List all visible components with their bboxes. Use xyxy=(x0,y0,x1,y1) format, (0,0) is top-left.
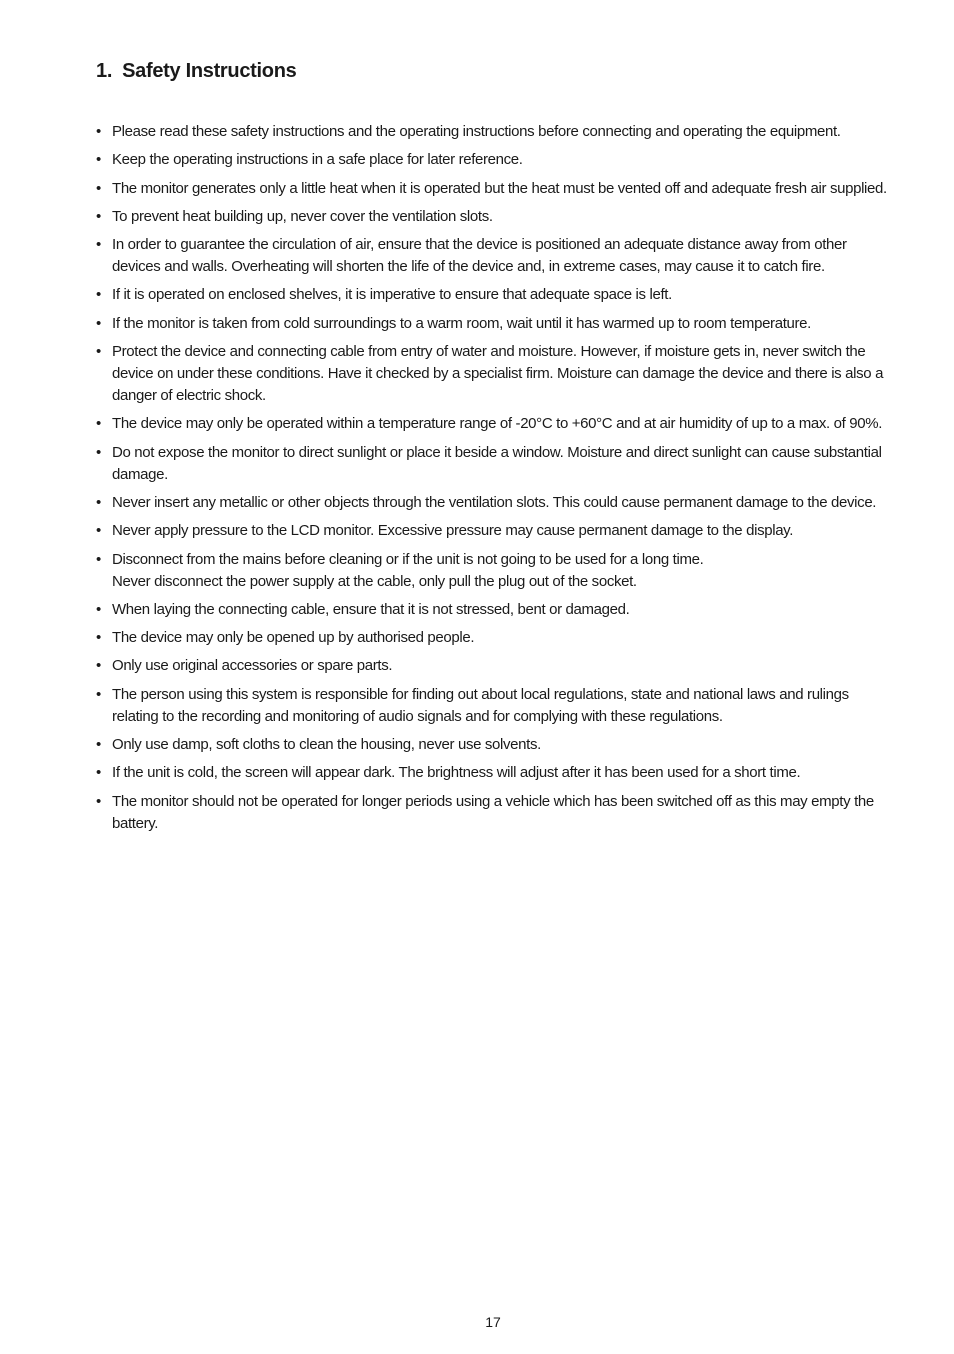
list-item-text: If the unit is cold, the screen will appear dark. The brightness will adjust after it has been used for a short time. xyxy=(112,764,801,782)
list-item-text: Only use damp, soft cloths to clean the housing, never use solvents. xyxy=(112,736,541,754)
list-item xyxy=(96,413,896,435)
bullet-icon: • xyxy=(96,207,101,225)
list-item-text: The monitor should not be operated for longer periods using a vehicle which has been switched off as this may empty the battery. xyxy=(112,792,874,832)
section-title: Safety Instructions xyxy=(122,60,297,82)
list-item-text: Please read these safety instructions and the operating instructions before connecting and operating the equipment. xyxy=(112,123,841,140)
list-item xyxy=(96,149,896,171)
list-item xyxy=(96,492,896,514)
list-item-text: The person using this system is responsible for finding out about local regulations, state and national laws and rulings relating to the recording and monitoring of audio signals and for complying with these regulations. xyxy=(112,685,849,725)
list-item xyxy=(96,734,896,756)
bullet-icon: • xyxy=(96,151,101,169)
list-item xyxy=(96,442,896,486)
list-item xyxy=(96,341,896,407)
section-number: 1. xyxy=(96,60,113,82)
bullet-icon: • xyxy=(96,764,101,782)
bullet-icon: • xyxy=(96,123,101,140)
list-item-text: Disconnect from the mains before cleaning or if the unit is not going to be used for a long time. xyxy=(112,550,704,568)
bullet-icon: • xyxy=(96,314,101,332)
list-item xyxy=(96,549,896,593)
bullet-icon: • xyxy=(96,286,101,304)
list-item xyxy=(96,520,896,542)
list-item-text: If the monitor is taken from cold surroundings to a warm room, wait until it has warmed up to room temperature. xyxy=(112,314,811,332)
bullet-icon: • xyxy=(96,343,101,361)
list-item-text: The device may only be opened up by authorised people. xyxy=(112,629,475,647)
section-heading xyxy=(96,60,296,83)
list-item xyxy=(96,599,896,621)
list-item xyxy=(96,762,896,784)
list-item-text: The device may only be operated within a temperature range of -20°C to +60°C and at air humidity of up to a max. of 90%. xyxy=(112,415,883,433)
bullet-icon: • xyxy=(96,415,101,433)
list-item xyxy=(96,627,896,649)
list-item-text: When laying the connecting cable, ensure that it is not stressed, bent or damaged. xyxy=(112,600,630,618)
list-item xyxy=(96,206,896,228)
bullet-icon: • xyxy=(96,685,101,703)
bullet-icon: • xyxy=(96,629,101,647)
list-item-text: Never apply pressure to the LCD monitor. Excessive pressure may cause permanent damage to the display. xyxy=(112,522,794,540)
list-item xyxy=(96,791,896,835)
list-item-text: Never insert any metallic or other objects through the ventilation slots. This could cause permanent damage to the device. xyxy=(112,493,877,511)
safety-instructions-list xyxy=(96,121,896,841)
list-item-text: If it is operated on enclosed shelves, it is imperative to ensure that adequate space is left. xyxy=(112,286,672,304)
list-item-text: In order to guarantee the circulation of air, ensure that the device is positioned an adequate distance away from other devices and walls. Overheating will shorten the life of the device and, in extreme cases, may cause it to catch fire. xyxy=(112,236,847,276)
list-item-text: Keep the operating instructions in a safe place for later reference. xyxy=(112,151,523,169)
list-item-text: Protect the device and connecting cable from entry of water and moisture. However, if moisture gets in, never switch the device on under these conditions. Have it checked by a specialist firm. Moisture can damage the device and there is also a danger of electric shock. xyxy=(112,343,884,405)
bullet-icon: • xyxy=(96,736,101,754)
list-item-text: To prevent heat building up, never cover the ventilation slots. xyxy=(112,207,493,225)
bullet-icon: • xyxy=(96,522,101,540)
list-item xyxy=(96,234,896,278)
list-item-text: Do not expose the monitor to direct sunlight or place it beside a window. Moisture and direct sunlight can cause substantial damage. xyxy=(112,443,882,483)
bullet-icon: • xyxy=(96,600,101,618)
list-item xyxy=(96,178,896,200)
bullet-icon: • xyxy=(96,657,101,675)
list-item xyxy=(96,655,896,677)
list-item xyxy=(96,121,896,143)
bullet-icon: • xyxy=(96,493,101,511)
list-item-text: Only use original accessories or spare parts. xyxy=(112,657,393,675)
bullet-icon: • xyxy=(96,792,101,810)
bullet-icon: • xyxy=(96,179,101,197)
page-number: 17 xyxy=(485,1314,501,1330)
list-item xyxy=(96,684,896,728)
list-item-text: Never disconnect the power supply at the cable, only pull the plug out of the socket. xyxy=(112,572,637,590)
list-item xyxy=(96,284,896,306)
list-item xyxy=(96,313,896,335)
bullet-icon: • xyxy=(96,236,101,254)
bullet-icon: • xyxy=(96,443,101,461)
list-item-text: The monitor generates only a little heat when it is operated but the heat must be vented off and adequate fresh air supplied. xyxy=(112,179,887,197)
bullet-icon: • xyxy=(96,550,101,568)
